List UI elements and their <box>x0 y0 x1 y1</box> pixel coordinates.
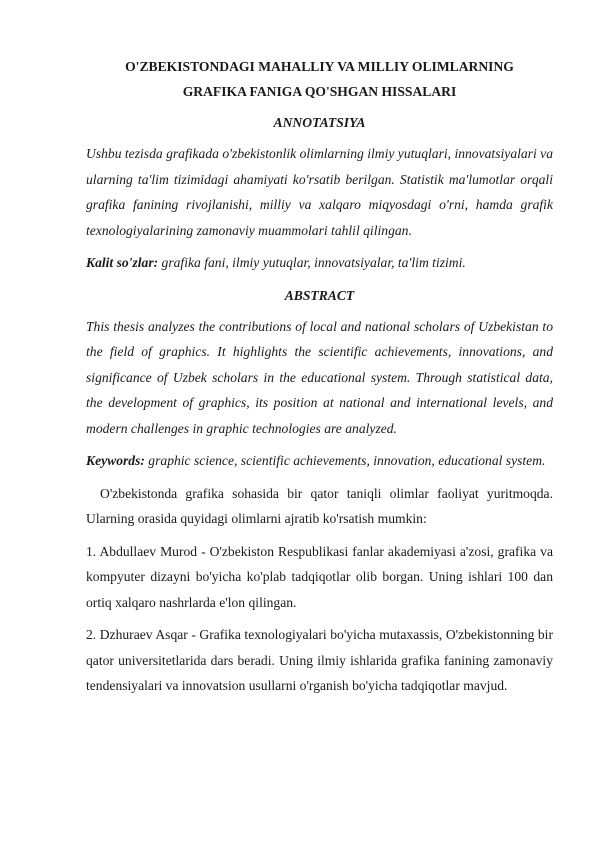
annotation-keywords-label: Kalit so'zlar: <box>86 255 159 270</box>
body-item-1: 1. Abdullaev Murod - O'zbekiston Respublikasi fanlar akademiyasi a'zosi, grafika va kompyuter dizayni bo'yicha ko'plab tadqiqotlar olib borgan. Uning ishlari 100 dan ortiq xalqaro nashrlarda e'lon qilingan. <box>86 543 553 610</box>
annotation-keywords-text: grafika fani, ilmiy yutuqlar, innovatsiyalar, ta'lim tizimi. <box>158 255 466 270</box>
annotation-keywords <box>86 250 553 276</box>
title-line-2: GRAFIKA FANIGA QO'SHGAN HISSALARI <box>182 84 457 99</box>
abstract-body: This thesis analyzes the contributions of local and national scholars of Uzbekistan to the field of graphics. It highlights the scientific achievements, innovations, and significance of Uzbek scholars in the educational system. Through statistical data, the development of graphics, its position at national and international levels, and modern challenges in graphic technologies are analyzed. <box>86 318 553 436</box>
abstract-keywords-label: Keywords: <box>86 453 145 468</box>
body-intro: O'zbekistonda grafika sohasida bir qator taniqli olimlar faoliyat yuritmoqda. Ularning orasida quyidagi olimlarni ajratib ko'rsatish mumkin: <box>86 485 553 526</box>
annotation-heading: ANNOTATSIYA <box>273 115 366 130</box>
abstract-heading: ABSTRACT <box>284 287 355 303</box>
abstract-keywords <box>86 448 553 474</box>
title-line-1: O'ZBEKISTONDAGI MAHALLIY VA MILLIY OLIMLARNING <box>125 59 514 74</box>
annotation-body: Ushbu tezisda grafikada o'zbekistonlik olimlarning ilmiy yutuqlari, innovatsiyalari va ularning ta'lim tizimidagi ahamiyati ko'rsatib berilgan. Statistik ma'lumotlar orqali grafika fanining rivojlanishi, milliy va xalqaro miqyosdagi o'rni, hamda grafik texnologiyalarining zamonaviy muammolari tahlil qilingan. <box>86 146 553 238</box>
body-item-2: 2. Dzhuraev Asqar - Grafika texnologiyalari bo'yicha mutaxassis, O'zbekistonning bir qator universitetlarida dars beradi. Uning ilmiy ishlarida grafika fanining zamonaviy tendensiyalari va innovatsion usullarni o'rganish bo'yicha tadqiqotlar mavjud. <box>86 627 553 693</box>
abstract-keywords-text: graphic science, scientific achievements, innovation, educational system. <box>144 453 546 468</box>
document-page <box>86 54 553 706</box>
document-title <box>86 54 553 104</box>
